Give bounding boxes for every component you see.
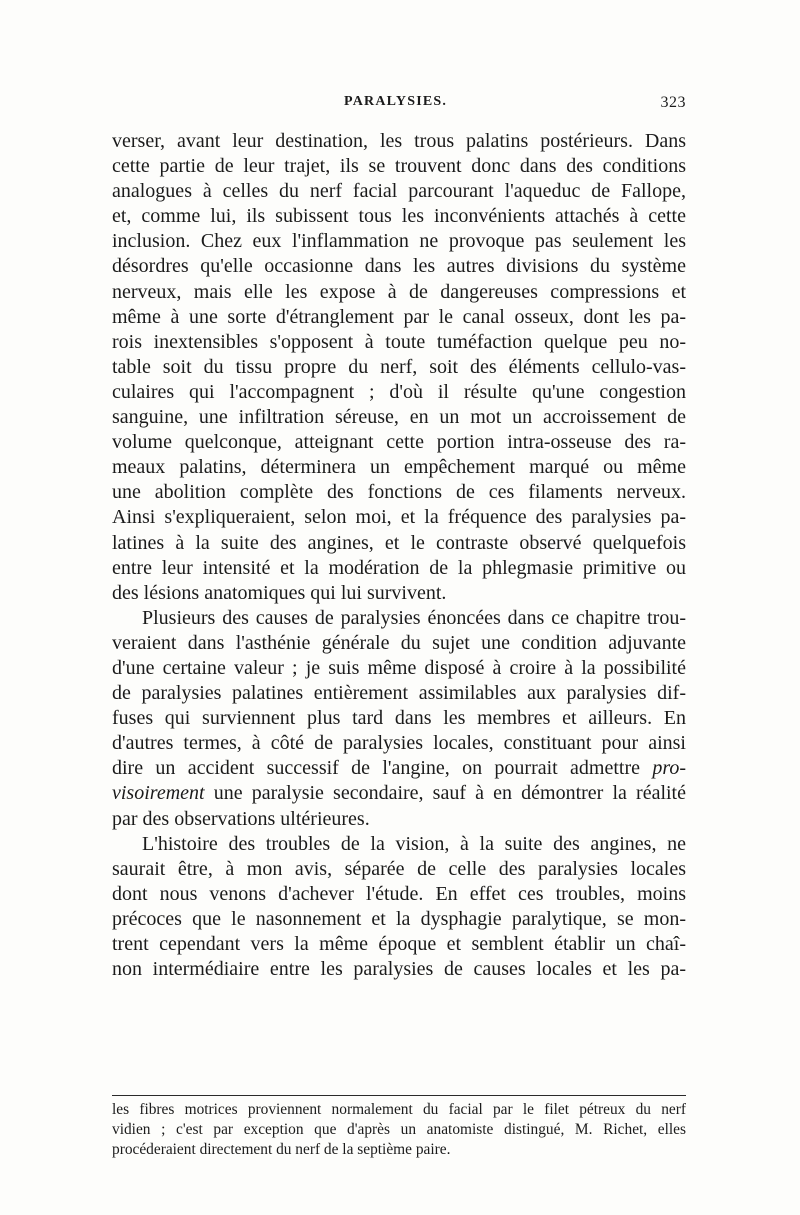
text-line: même à une sorte d'étranglement par le canal osseux, dont les pa- — [112, 305, 686, 328]
text-line: nerveux, mais elle les expose à de dangereuses compressions et — [112, 280, 686, 303]
text-line: précoces que le nasonnement et la dysphagie paralytique, se mon- — [112, 907, 686, 930]
text-line: latines à la suite des angines, et le contraste observé quelquefois — [112, 531, 686, 554]
text-fragment: une paralysie secondaire, sauf à en démontrer la réalité — [204, 782, 686, 805]
italic-fragment: visoirement — [112, 782, 205, 805]
running-head: PARALYSIES. — [344, 94, 448, 109]
text-line: meaux palatins, déterminera un empêchement marqué ou même — [112, 456, 686, 479]
text-line: et, comme lui, ils subissent tous les inconvénients attachés à cette — [112, 205, 686, 228]
text-line: désordres qu'elle occasionne dans les autres divisions du système — [112, 255, 686, 278]
text-fragment: dire un accident successif de l'angine, on pourrait admettre — [112, 757, 640, 780]
text-line: L'histoire des troubles de la vision, à la suite des angines, ne — [142, 832, 686, 855]
text-line: Ainsi s'expliqueraient, selon moi, et la fréquence des paralysies pa- — [112, 506, 686, 529]
text-line: table soit du tissu propre du nerf, soit des éléments cellulo-vas- — [112, 355, 686, 378]
footnote-line: les fibres motrices proviennent normalement du facial par le filet pétreux du nerf — [112, 1101, 686, 1118]
text-line: une abolition complète des fonctions de ces filaments nerveux. — [112, 481, 686, 504]
text-line: Plusieurs des causes de paralysies énoncées dans ce chapitre trou- — [142, 606, 686, 629]
text-line: d'autres termes, à côté de paralysies locales, constituant pour ainsi — [112, 732, 686, 755]
text-line: veraient dans l'asthénie générale du sujet une condition adjuvante — [112, 631, 686, 654]
text-line: non intermédiaire entre les paralysies de causes locales et les pa- — [112, 958, 686, 981]
italic-fragment: pro- — [652, 757, 686, 780]
text-line — [112, 756, 686, 781]
text-line: par des observations ultérieures. — [112, 807, 370, 830]
text-line: trent cependant vers la même époque et semblent établir un chaî- — [112, 933, 686, 955]
text-line: saurait être, à mon avis, séparée de celle des paralysies locales — [112, 857, 686, 880]
text-line: verser, avant leur destination, les trous palatins postérieurs. Dans — [112, 130, 686, 152]
text-line: cette partie de leur trajet, ils se trouvent donc dans des conditions — [112, 155, 686, 178]
footnote-divider — [112, 1095, 686, 1096]
footnote-line: procéderaient directement du nerf de la septième paire. — [112, 1141, 451, 1158]
text-line: d'une certaine valeur ; je suis même disposé à croire à la possibilité — [112, 656, 686, 679]
text-line: entre leur intensité et la modération de la phlegmasie primitive ou — [112, 556, 686, 579]
text-line: culaires qui l'accompagnent ; d'où il résulte qu'une congestion — [112, 380, 686, 403]
text-line — [112, 781, 686, 806]
text-line: fuses qui surviennent plus tard dans les membres et ailleurs. En — [112, 707, 686, 730]
footnote-line: vidien ; c'est par exception que d'après un anatomiste distingué, M. Richet, elles — [112, 1121, 686, 1138]
text-line: dont nous venons d'achever l'étude. En effet ces troubles, moins — [112, 882, 686, 905]
text-line: sanguine, une infiltration séreuse, en un mot un accroissement de — [112, 406, 686, 429]
page-header — [112, 94, 686, 118]
body-text — [112, 129, 686, 982]
page-number: 323 — [660, 94, 686, 111]
text-line: analogues à celles du nerf facial parcourant l'aqueduc de Fallope, — [112, 180, 686, 203]
text-line: volume quelconque, atteignant cette portion intra-osseuse des ra- — [112, 431, 686, 454]
text-line: inclusion. Chez eux l'inflammation ne provoque pas seulement les — [112, 230, 686, 253]
text-line: de paralysies palatines entièrement assimilables aux paralysies dif- — [112, 682, 686, 705]
footnotes — [112, 1100, 686, 1160]
text-line: des lésions anatomiques qui lui survivent. — [112, 581, 447, 604]
text-line: rois inextensibles s'opposent à toute tuméfaction quelque peu no- — [112, 330, 686, 353]
